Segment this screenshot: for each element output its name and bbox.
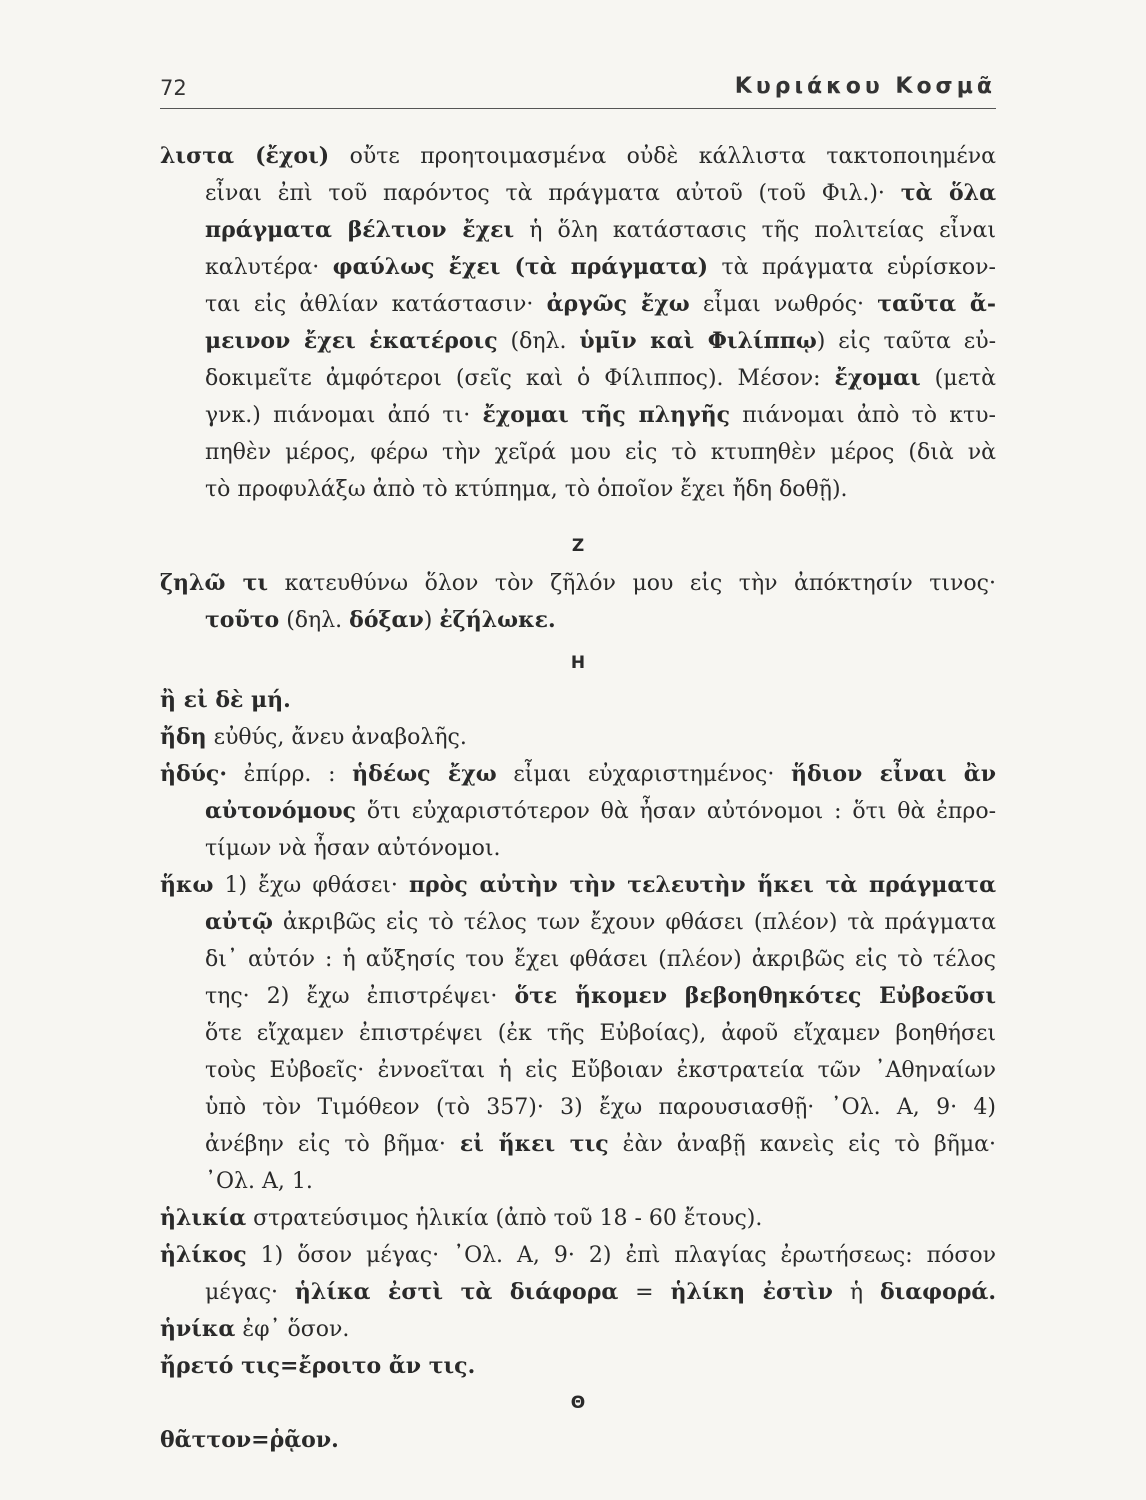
phrase: διαφορά.: [879, 1279, 996, 1305]
headword: ἤδη: [160, 724, 207, 750]
text-line: [160, 175, 996, 212]
gloss: ἐφ᾿ ὅσον.: [235, 1317, 350, 1342]
phrase: ἡδέως ἔχω: [352, 761, 497, 787]
text-line: [160, 1311, 996, 1348]
page-number: 72: [160, 76, 187, 100]
gloss: (δηλ.: [497, 329, 580, 354]
header-rule: [160, 108, 996, 109]
headword: ἢ εἰ δὲ μή.: [160, 687, 291, 713]
phrase: ἥδιον εἶναι ἂν: [791, 761, 996, 787]
phrase: φαύλως ἔχει (τὰ πράγματα): [332, 254, 709, 280]
text-line: [160, 1200, 996, 1237]
gloss: ): [423, 608, 440, 633]
text-line: [160, 1274, 996, 1311]
headword: ἡνίκα: [160, 1316, 236, 1342]
gloss: ὅτι εὐχαριστότερον θὰ ἦσαν αὐτόνομοι : ὅτι θὰ ἐπρο-: [356, 799, 996, 824]
text-line: πηθὲν μέρος, φέρω τὴν χεῖρά μου εἰς τὸ κτυπηθὲν μέρος (διὰ νὰ: [205, 440, 996, 465]
phrase: τὰ ὅλα: [900, 180, 996, 206]
gloss: εἶναι ἐπὶ τοῦ παρόντος τὰ πράγματα αὐτοῦ (τοῦ Φιλ.)·: [205, 181, 901, 206]
gloss: 1) ἔχω φθάσει·: [213, 873, 409, 898]
gloss: =: [618, 1280, 671, 1305]
text-line: τοὺς Εὐβοεῖς· ἐννοεῖται ἡ εἰς Εὔβοιαν ἐκστρατεία τῶν ᾿Αθηναίων: [205, 1058, 996, 1083]
text-line: [160, 286, 996, 323]
text-line: [160, 867, 996, 904]
headword: ἡλικία: [160, 1205, 247, 1231]
text-line: [160, 904, 996, 941]
phrase: δόξαν: [349, 607, 424, 633]
phrase: αὐτονόμους: [205, 798, 357, 824]
section-letter-eta: Η: [570, 653, 586, 673]
gloss: 1) ὅσον μέγας· ᾿Ολ. Α, 9· 2) ἐπὶ πλαγίας ἐρωτήσεως: πόσον: [246, 1243, 996, 1268]
text-line: [160, 756, 996, 793]
text-line: [160, 212, 996, 249]
phrase: ἐζήλωκε.: [439, 607, 556, 633]
gloss: ἀκριβῶς εἰς τὸ τέλος των ἔχουν φθάσει (πλέον) τὰ πράγματα: [272, 910, 996, 935]
section-letter-theta: Θ: [570, 1393, 586, 1413]
text-line: [160, 249, 996, 286]
text-line: [160, 978, 996, 1015]
text-line: ὑπὸ τὸν Τιμόθεον (τὸ 357)· 3) ἔχω παρουσιασθῇ· ᾿Ολ. Α, 9· 4): [205, 1095, 996, 1120]
text-line: [160, 793, 996, 830]
phrase: ἡλίκη ἐστὶν: [670, 1279, 833, 1305]
text-line: [160, 323, 996, 360]
gloss: εἶμαι νωθρός·: [689, 292, 878, 317]
text-line: τὸ προφυλάξω ἀπὸ τὸ κτύπημα, τὸ ὁποῖον ἔχει ἤδη δοθῇ).: [205, 477, 848, 502]
phrase: πράγματα βέλτιον ἔχει: [205, 217, 515, 243]
phrase: αὐτῷ: [205, 909, 273, 935]
phrase: ἡλίκα ἐστὶ τὰ διάφορα: [294, 1279, 619, 1305]
text-line: [160, 1348, 996, 1385]
section-letter-z: Ζ: [571, 536, 585, 556]
gloss: γνκ.) πιάνομαι ἀπό τι·: [205, 403, 483, 428]
text-line: ὅτε εἴχαμεν ἐπιστρέψει (ἐκ τῆς Εὐβοίας), ἀφοῦ εἴχαμεν βοηθήσει: [205, 1021, 996, 1046]
text-line: [160, 1237, 996, 1274]
headword: θᾶττον=ῥᾷον.: [160, 1427, 339, 1453]
gloss: (μετὰ: [920, 366, 996, 391]
phrase: ταῦτα ἄ-: [877, 291, 996, 317]
phrase: ὅτε ἥκομεν βεβοηθηκότες Εὐβοεῦσι: [514, 983, 996, 1009]
gloss: ἐὰν ἀναβῇ κανεὶς εἰς τὸ βῆμα·: [608, 1132, 996, 1157]
gloss: πιάνομαι ἀπὸ τὸ κτυ-: [730, 403, 996, 428]
gloss: (δηλ.: [279, 608, 350, 633]
headword: λιστα (ἔχοι): [160, 143, 330, 169]
page-body: [160, 138, 996, 1459]
gloss: εὐθύς, ἄνευ ἀναβολῆς.: [206, 725, 467, 750]
headword: ἤρετό τις=ἔροιτο ἄν τις.: [160, 1353, 476, 1379]
phrase: ὑμῖν καὶ Φιλίππῳ: [579, 328, 817, 354]
gloss: εἶμαι εὐχαριστημένος·: [496, 762, 792, 787]
gloss: κατευθύνω ὅλον τὸν ζῆλόν μου εἰς τὴν ἀπόκτησίν τινος·: [268, 571, 996, 596]
text-line: [160, 360, 996, 397]
gloss: ται εἰς ἀθλίαν κατάστασιν·: [205, 292, 547, 317]
gloss: τὰ πράγματα εὑρίσκον-: [708, 255, 996, 280]
phrase: ἀργῶς ἔχω: [546, 291, 690, 317]
text-line: [160, 1126, 996, 1163]
gloss: ἀνέβην εἰς τὸ βῆμα·: [205, 1132, 460, 1157]
text-line: [160, 682, 996, 719]
gloss: της· 2) ἔχω ἐπιστρέψει·: [205, 984, 515, 1009]
gloss: καλυτέρα·: [205, 255, 333, 280]
gloss: οὔτε προητοιμασμένα οὐδὲ κάλλιστα τακτοποιημένα: [329, 144, 996, 169]
text-line: [160, 397, 996, 434]
gloss: ἐπίρρ. :: [227, 762, 353, 787]
phrase: μεινον ἔχει ἑκατέροις: [205, 328, 498, 354]
gloss: δοκιμεῖτε ἀμφότεροι (σεῖς καὶ ὁ Φίλιππος). Μέσον:: [205, 366, 835, 391]
text-line: [160, 1422, 996, 1459]
text-line: δι᾿ αὐτόν : ἡ αὔξησίς του ἔχει φθάσει (πλέον) ἀκριβῶς εἰς τὸ τέλος: [205, 947, 996, 972]
gloss: ἡ ὅλη κατάστασις τῆς πολιτείας εἶναι: [514, 218, 996, 243]
phrase: ἔχομαι τῆς πληγῆς: [482, 402, 731, 428]
text-line: [160, 138, 996, 175]
phrase: ἔχομαι: [834, 365, 921, 391]
headword: ζηλῶ τι: [160, 570, 269, 596]
headword: ἥκω: [160, 872, 214, 898]
text-line: ᾿Ολ. Α, 1.: [205, 1169, 313, 1194]
phrase: εἰ ἥκει τις: [459, 1131, 609, 1157]
gloss: μέγας·: [205, 1280, 295, 1305]
running-title: Κυριάκου Κοσμᾶ: [734, 74, 996, 99]
gloss: ) εἰς ταῦτα εὐ-: [816, 329, 996, 354]
gloss: ἡ: [832, 1280, 880, 1305]
gloss: στρατεύσιμος ἡλικία (ἀπὸ τοῦ 18 - 60 ἔτους).: [246, 1206, 763, 1231]
phrase: πρὸς αὐτὴν τὴν τελευτὴν ἥκει τὰ πράγματα: [408, 872, 996, 898]
headword: ἡλίκος: [160, 1242, 247, 1268]
text-line: [160, 602, 996, 639]
text-line: [160, 565, 996, 602]
phrase: τοῦτο: [205, 607, 280, 633]
text-line: [160, 719, 996, 756]
headword: ἡδύς·: [160, 761, 227, 787]
text-line: τίμων νὰ ἦσαν αὐτόνομοι.: [205, 836, 501, 861]
